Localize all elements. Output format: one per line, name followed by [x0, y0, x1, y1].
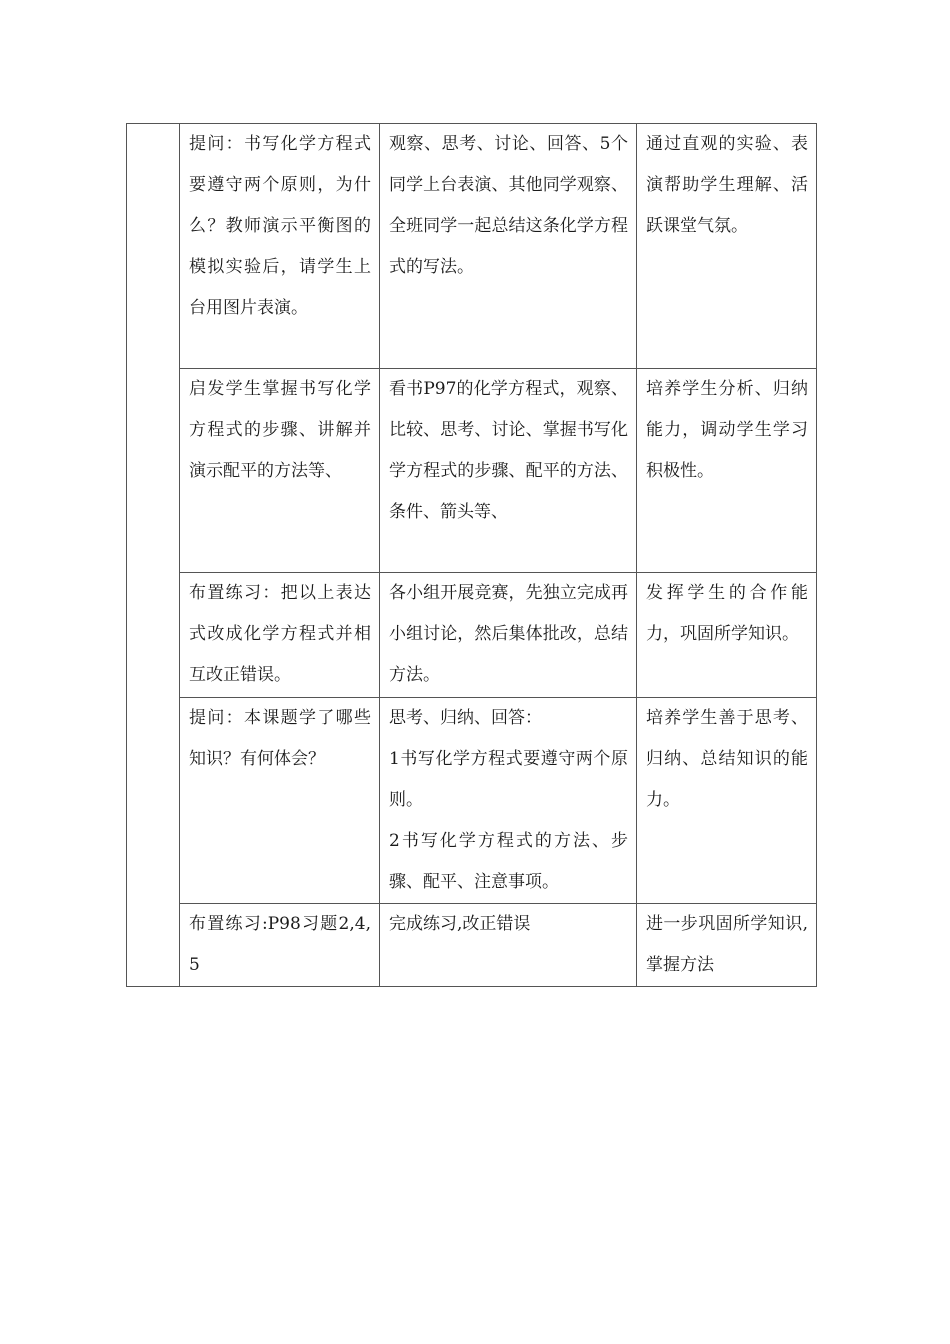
teacher-activity-cell [180, 698, 380, 904]
student-activity-cell [380, 904, 637, 987]
table-row [127, 904, 817, 987]
teacher-activity-text: 启发学生掌握书写化学方程式的步骤、讲解并演示配平的方法等、 [189, 379, 371, 481]
design-intent-cell [637, 904, 817, 987]
teacher-activity-text: 布置练习：把以上表达式改成化学方程式并相互改正错误。 [189, 583, 371, 685]
student-activity-cell [380, 698, 637, 904]
design-intent-cell [637, 369, 817, 573]
student-activity-cell [380, 573, 637, 698]
table-row [127, 369, 817, 573]
teacher-activity-text: 布置练习:P98习题2,4,5 [189, 914, 371, 975]
student-activity-text: 完成练习,改正错误 [389, 914, 531, 934]
design-intent-cell [637, 124, 817, 369]
teacher-activity-text: 提问：本课题学了哪些知识？有何体会？ [189, 708, 371, 769]
design-intent-text: 培养学生善于思考、归纳、总结知识的能力。 [646, 708, 808, 810]
student-activity-text: 观察、思考、讨论、回答、5个同学上台表演、其他同学观察、全班同学一起总结这条化学方程式的写法。 [389, 134, 628, 277]
design-intent-text: 进一步巩固所学知识,掌握方法 [646, 914, 808, 975]
teacher-activity-cell [180, 904, 380, 987]
table-row [127, 573, 817, 698]
teacher-activity-cell [180, 573, 380, 698]
stage-column-cell [127, 124, 180, 987]
design-intent-cell [637, 573, 817, 698]
student-activity-text: 2书写化学方程式的方法、步骤、配平、注意事项。 [389, 831, 628, 892]
student-activity-text: 1书写化学方程式要遵守两个原则。 [389, 749, 628, 810]
student-activity-cell [380, 369, 637, 573]
teacher-activity-cell [180, 369, 380, 573]
student-activity-cell [380, 124, 637, 369]
lesson-plan-table [126, 123, 817, 987]
table-row [127, 698, 817, 904]
teacher-activity-cell [180, 124, 380, 369]
design-intent-text: 通过直观的实验、表演帮助学生理解、活跃课堂气氛。 [646, 134, 808, 236]
design-intent-cell [637, 698, 817, 904]
design-intent-text: 培养学生分析、归纳能力，调动学生学习积极性。 [646, 379, 808, 481]
student-activity-text: 看书P97的化学方程式，观察、比较、思考、讨论、掌握书写化学方程式的步骤、配平的方法、条件、箭头等、 [389, 379, 628, 522]
table-row [127, 124, 817, 369]
student-activity-text: 思考、归纳、回答： [389, 708, 542, 728]
teacher-activity-text: 提问：书写化学方程式要遵守两个原则，为什么？教师演示平衡图的模拟实验后，请学生上台用图片表演。 [189, 134, 371, 318]
student-activity-text: 各小组开展竞赛，先独立完成再小组讨论，然后集体批改，总结方法。 [389, 583, 628, 685]
design-intent-text: 发挥学生的合作能力，巩固所学知识。 [646, 583, 808, 644]
